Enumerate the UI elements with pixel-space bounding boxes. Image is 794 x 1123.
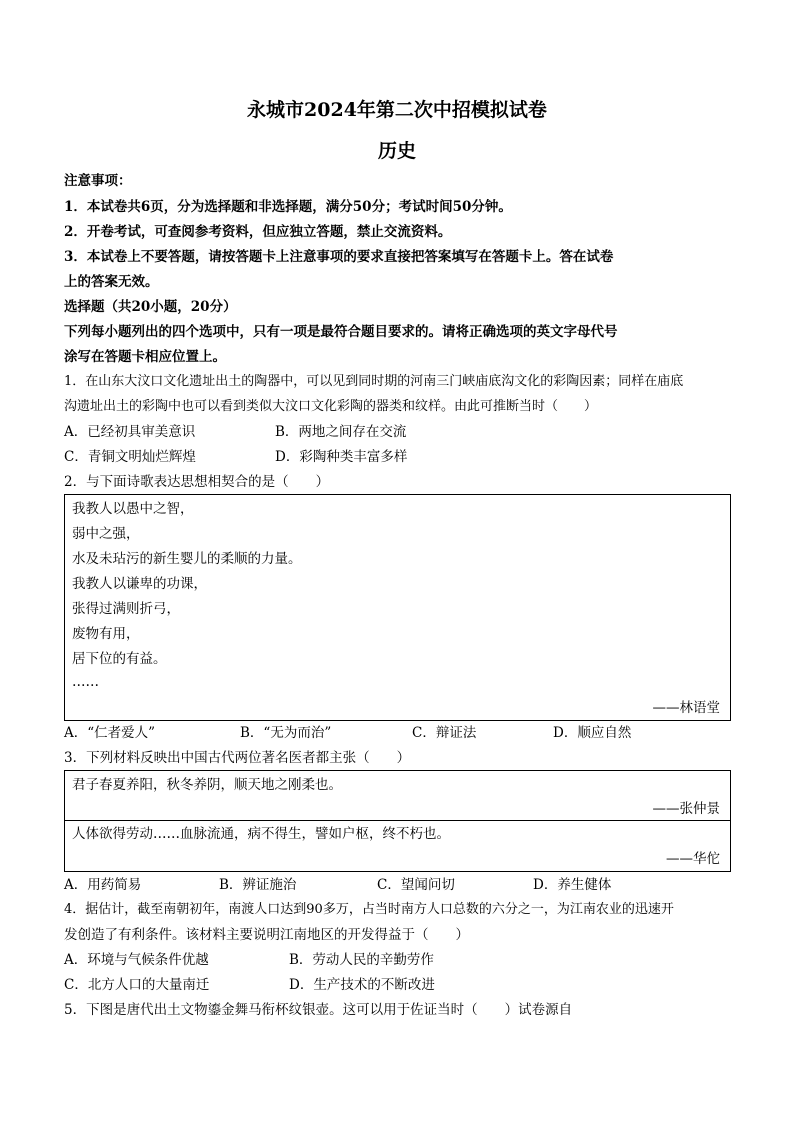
option-d: D．生产技术的不断改进 bbox=[289, 977, 435, 993]
option-a: A．已经初具审美意识 bbox=[64, 424, 196, 440]
option-d: D．彩陶种类丰富多样 bbox=[275, 449, 408, 465]
poem-line: 我教人以愚中之智， bbox=[72, 501, 194, 517]
option-c: C．望闻问切 bbox=[377, 877, 455, 893]
question-1-stem: 沟遗址出土的彩陶中也可以看到类似大汶口文化彩陶的器类和纹样。由此可推断当时（ ） bbox=[64, 399, 598, 414]
note-item: 3．本试卷上不要答题，请按答题卡上注意事项的要求直接把答案填写在答题卡上。答在试卷 bbox=[64, 249, 614, 265]
poem-line: 水及未玷污的新生婴儿的柔顺的力量。 bbox=[72, 551, 302, 567]
quote-text: 君子春夏养阳，秋冬养阴，顺天地之刚柔也。 bbox=[72, 777, 342, 793]
quote-attribution: ——张仲景 bbox=[652, 801, 720, 817]
note-item: 1．本试卷共6页，分为选择题和非选择题，满分50分；考试时间50分钟。 bbox=[64, 199, 512, 215]
section-heading: 选择题（共20小题，20分） bbox=[64, 299, 237, 315]
option-b: B．辨证施治 bbox=[219, 877, 297, 893]
question-1-stem: 1．在山东大汶口文化遗址出土的陶器中，可以见到同时期的河南三门峡庙底沟文化的彩陶因素；同样在庙底 bbox=[64, 374, 684, 389]
note-item: 2．开卷考试，可查阅参考资料，但应独立答题，禁止交流资料。 bbox=[64, 224, 452, 240]
question-2-stem: 2．与下面诗歌表达思想相契合的是（ ） bbox=[64, 474, 330, 490]
option-b: B．两地之间存在交流 bbox=[275, 424, 407, 440]
option-a: A．环境与气候条件优越 bbox=[64, 952, 209, 968]
poem-line: …… bbox=[72, 674, 99, 690]
question-5-stem: 5．下图是唐代出土文物鎏金舞马衔杯纹银壶。这可以用于佐证当时（ ）试卷源自 bbox=[64, 1002, 573, 1018]
quote-text: 人体欲得劳动……血脉流通，病不得生，譬如户枢，终不朽也。 bbox=[72, 826, 450, 842]
subject-title: 历史 bbox=[377, 140, 416, 162]
section-instruction: 涂写在答题卡相应位置上。 bbox=[64, 349, 226, 365]
question-4-stem: 发创造了有利条件。该材料主要说明江南地区的开发得益于（ ） bbox=[64, 927, 469, 943]
notes-heading: 注意事项： bbox=[64, 173, 132, 189]
quote-attribution: ——华佗 bbox=[666, 851, 720, 867]
poem-line: 我教人以谦卑的功课， bbox=[72, 576, 207, 592]
exam-title: 永城市2024年第二次中招模拟试卷 bbox=[247, 99, 547, 121]
option-d: D．顺应自然 bbox=[553, 725, 632, 741]
option-d: D．养生健体 bbox=[533, 877, 612, 893]
poem-line: 居下位的有益。 bbox=[72, 651, 167, 667]
poem-line: 废物有用， bbox=[72, 626, 140, 642]
poem-line: 弱中之强， bbox=[72, 526, 140, 542]
option-b: B．劳动人民的辛勤劳作 bbox=[289, 952, 434, 968]
option-c: C．青铜文明灿烂辉煌 bbox=[64, 449, 196, 465]
question-4-stem: 4．据估计，截至南朝初年，南渡人口达到90多万，占当时南方人口总数的六分之一，为江南农业的迅速开 bbox=[64, 902, 674, 917]
option-a: A．用药简易 bbox=[64, 877, 142, 893]
option-c: C．北方人口的大量南迁 bbox=[64, 977, 210, 993]
option-b: B．“无为而治” bbox=[240, 725, 332, 741]
poem-line: 张得过满则折弓， bbox=[72, 601, 180, 617]
option-a: A．“仁者爱人” bbox=[64, 725, 156, 741]
note-item: 上的答案无效。 bbox=[64, 274, 159, 290]
section-instruction: 下列每小题列出的四个选项中，只有一项是最符合题目要求的。请将正确选项的英文字母代号 bbox=[64, 324, 618, 340]
option-c: C．辩证法 bbox=[412, 725, 477, 741]
question-3-stem: 3．下列材料反映出中国古代两位著名医者都主张（ ） bbox=[64, 750, 411, 766]
quote-divider bbox=[64, 820, 731, 821]
poem-attribution: ——林语堂 bbox=[652, 700, 720, 716]
